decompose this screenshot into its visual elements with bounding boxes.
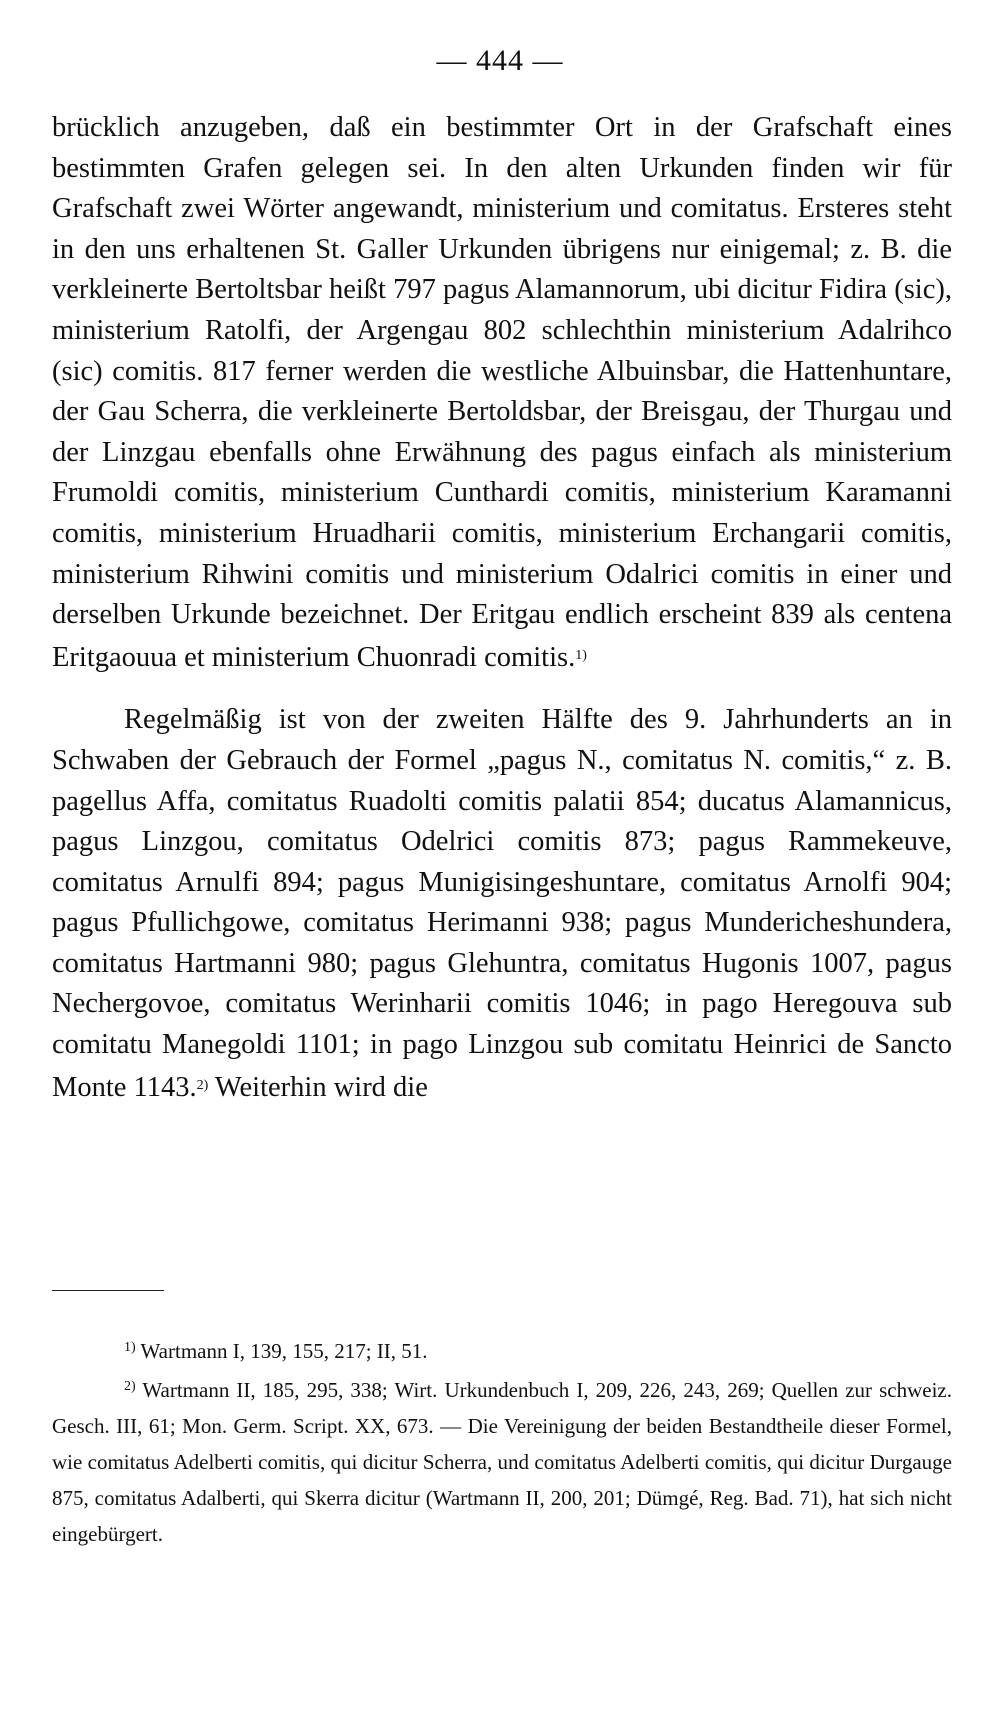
footnote-2-mark: 2) bbox=[124, 1379, 136, 1394]
page-number: — 444 — bbox=[436, 44, 564, 77]
footnote-ref-2: 2) bbox=[196, 1077, 209, 1093]
footnote-1-mark: 1) bbox=[124, 1340, 136, 1355]
footnote-ref-1: 1) bbox=[575, 647, 587, 663]
footnote-1 bbox=[52, 1330, 952, 1369]
footnote-2-text: Wartmann II, 185, 295, 338; Wirt. Urkundenbuch I, 209, 226, 243, 269; Quellen zur schweiz. Gesch. III, 61; Mon. Germ. Script. XX, 673. — Die Vereinigung der beiden Bestandtheile dieser Formel, wie comitatus Adelberti comitis, qui dicitur Scherra, und comitatus Adelberti comitis, qui dicitur Durgauge 875, comitatus Adalberti, qui Skerra dicitur (Wartmann II, 200, 201; Dümgé, Reg. Bad. 71), hat sich nicht eingebürgert. bbox=[52, 1378, 952, 1546]
footnotes bbox=[52, 1330, 952, 1552]
paragraph-1 bbox=[52, 108, 952, 678]
paragraph-2 bbox=[52, 700, 952, 1108]
paragraph-2-continuation: Weiterhin wird die bbox=[214, 1071, 428, 1103]
paragraph-2-text: Regelmäßig ist von der zweiten Hälfte des 9. Jahrhunderts an in Schwaben der Gebrauch der Formel „pagus N., comitatus N. comitis,“ z. B. pagellus Affa, comitatus Ruadolti comitis palatii 854; ducatus Alamannicus, pagus Linzgou, comitatus Odelrici comitis 873; pagus Rammekeuve, comitatus Arnulfi 894; pagus Munigisingeshuntare, comitatus Arnolfi 904; pagus Pfullichgowe, comitatus Herimanni 938; pagus Mundericheshundera, comitatus Hartmanni 980; pagus Glehuntra, comitatus Hugonis 1007, pagus Nechergovoe, comitatus Werinharii comitis 1046; in pago Heregouva sub comitatu Manegoldi 1101; in pago Linzgou sub comitatu Heinrici de Sancto Monte 1143. bbox=[52, 704, 952, 1103]
paragraph-1-text: brücklich anzugeben, daß ein bestimmter Ort in der Grafschaft eines bestimmten Grafen gelegen sei. In den alten Urkunden finden wir für Grafschaft zwei Wörter angewandt, ministerium und comitatus. Ersteres steht in den uns erhaltenen St. Galler Urkunden übrigens nur einigemal; z. B. die verkleinerte Bertoltsbar heißt 797 pagus Alamannorum, ubi dicitur Fidira (sic), ministerium Ratolfi, der Argengau 802 schlechthin ministerium Adalrihco (sic) comitis. 817 ferner werden die westliche Albuinsbar, die Hattenhuntare, der Gau Scherra, die verkleinerte Bertoldsbar, der Breisgau, der Thurgau und der Linzgau ebenfalls ohne Erwähnung des pagus einfach als ministerium Frumoldi comitis, ministerium Cunthardi comitis, ministerium Karamanni comitis, ministerium Hruadharii comitis, ministerium Erchangarii comitis, ministerium Rihwini comitis und ministerium Odalrici comitis in einer und derselben Urkunde bezeichnet. Der Eritgau endlich erscheint 839 als centena Eritgaouua et ministerium Chuonradi comitis. bbox=[52, 112, 952, 673]
footnote-2 bbox=[52, 1369, 952, 1552]
body-text bbox=[52, 108, 952, 1108]
footnote-divider bbox=[52, 1290, 164, 1291]
footnote-1-text: Wartmann I, 139, 155, 217; II, 51. bbox=[140, 1339, 428, 1363]
